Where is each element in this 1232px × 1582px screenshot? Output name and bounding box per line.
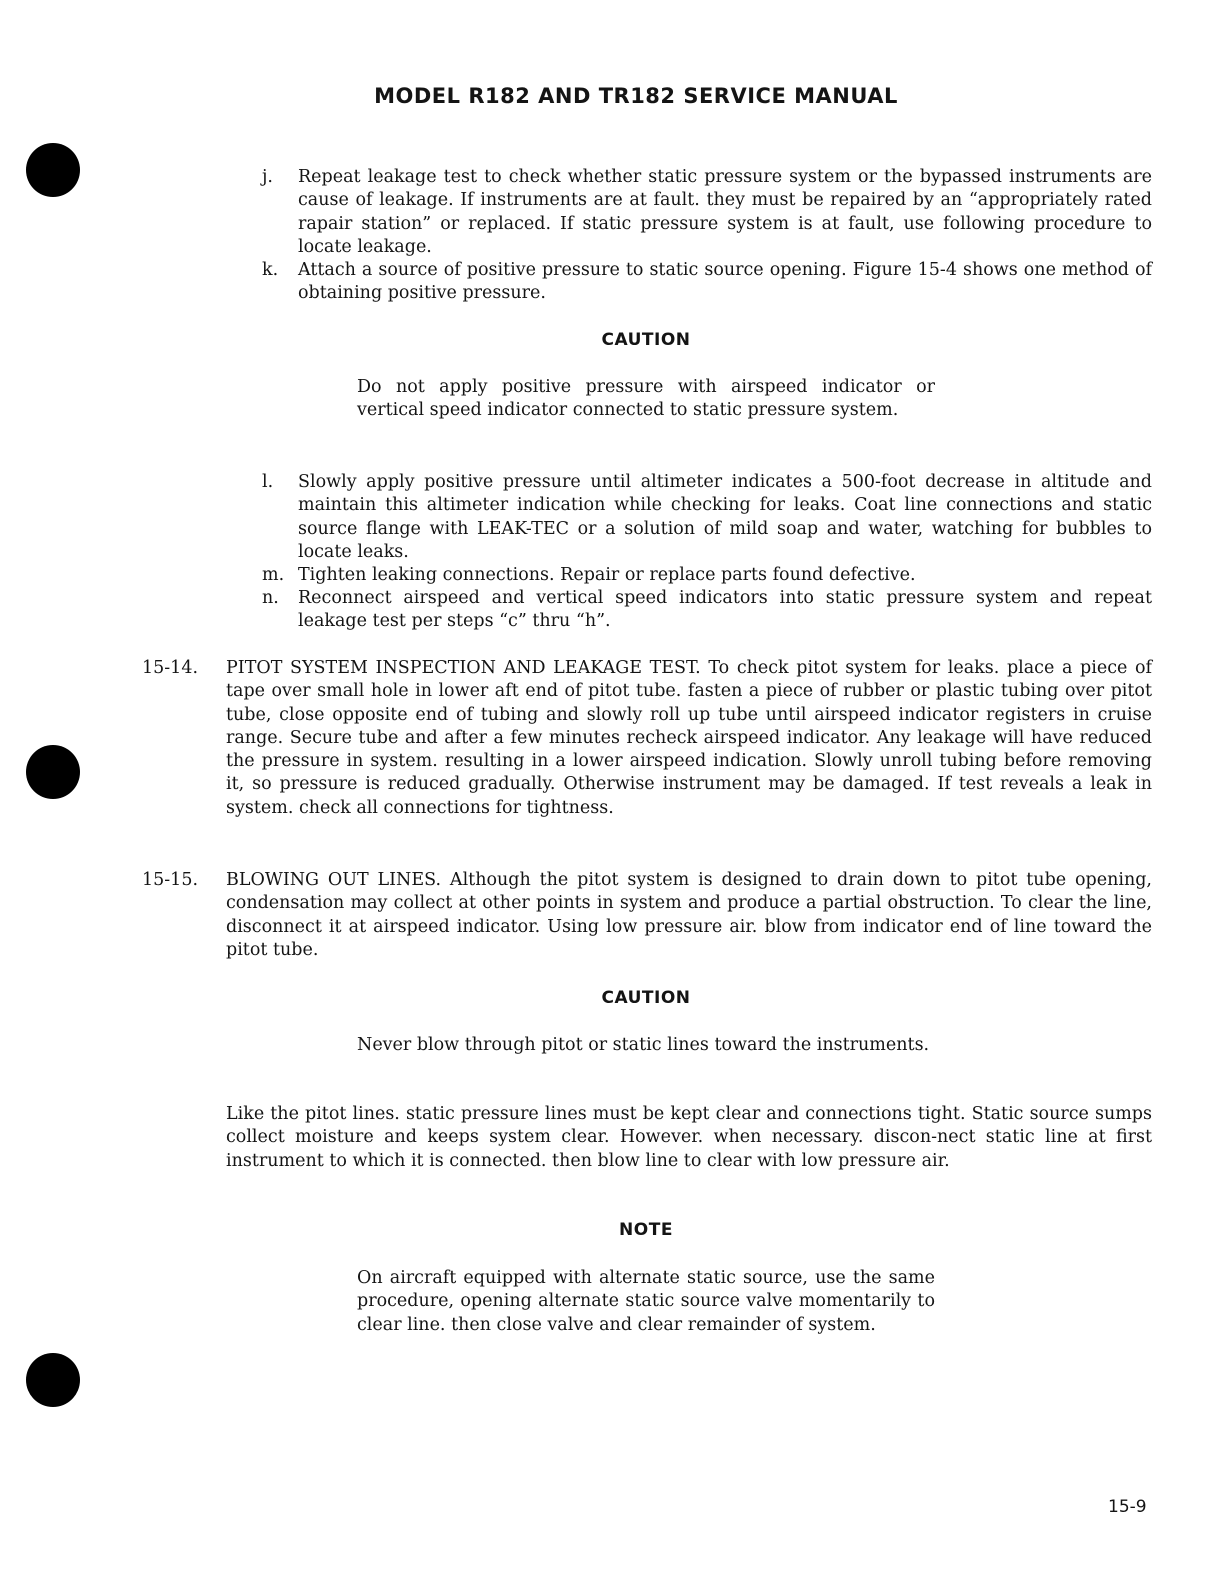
binder-hole-top bbox=[26, 143, 80, 197]
binder-hole-bottom bbox=[26, 1353, 80, 1407]
step-letter: m. bbox=[262, 565, 285, 585]
section-text: PITOT SYSTEM INSPECTION AND LEAKAGE TEST. To check pitot system for leaks. place a piece of tape over small hole in lower aft end of pitot tube. fasten a piece of rubber or plastic tubing over pitot tube, close opposite end of tubing and slowly roll up tube until airspeed indicator registers in cruise range. Secure tube and after a few minutes recheck airspeed indicator. Any leakage will have reduced the pressure in system. resulting in a lower airspeed indication. Slowly unroll tubing before removing it, so pressure is reduced gradually. Otherwise instrument may be damaged. If test reveals a leak in system. check all connections for tightness. bbox=[226, 658, 1152, 818]
step-letter: n. bbox=[262, 588, 279, 608]
step-k bbox=[262, 259, 1152, 306]
step-letter: k. bbox=[262, 260, 279, 280]
page-header: MODEL R182 AND TR182 SERVICE MANUAL bbox=[374, 84, 898, 108]
page-number: 15-9 bbox=[1108, 1497, 1147, 1517]
caution-heading: CAUTION bbox=[601, 988, 691, 1008]
note-heading: NOTE bbox=[619, 1220, 673, 1240]
step-text: Tighten leaking connections. Repair or replace parts found defective. bbox=[298, 565, 916, 585]
section-15-15 bbox=[142, 869, 1152, 962]
static-lines-paragraph: Like the pitot lines. static pressure lines must be kept clear and connections tight. Static source sumps collect moisture and keeps system clear. However. when necessary. discon-nect static line at first instrument to which it is connected. then blow line to clear with low pressure air. bbox=[226, 1104, 1152, 1171]
section-15-14 bbox=[142, 657, 1152, 820]
section-number: 15-15. bbox=[142, 870, 199, 890]
caution-heading: CAUTION bbox=[601, 330, 691, 350]
step-m bbox=[262, 564, 1152, 587]
step-letter: j. bbox=[262, 167, 273, 187]
binder-hole-middle bbox=[26, 745, 80, 799]
step-text: Repeat leakage test to check whether static pressure system or the bypassed instruments are cause of leakage. If instruments are at fault. they must be repaired by an “appropriately rated rapair station” or replaced. If static pressure system is at fault, use following procedure to locate leakage. bbox=[298, 167, 1152, 257]
caution-text: Do not apply positive pressure with airspeed indicator or vertical speed indicator connected to static pressure system. bbox=[357, 377, 935, 421]
section-number: 15-14. bbox=[142, 658, 199, 678]
step-text: Slowly apply positive pressure until altimeter indicates a 500-foot decrease in altitude and maintain this altimeter indication while checking for leaks. Coat line connections and static source flange with LEAK-TEC or a solution of mild soap and water, watching for bubbles to locate leaks. bbox=[298, 472, 1152, 562]
step-j bbox=[262, 166, 1152, 259]
step-text: Reconnect airspeed and vertical speed indicators into static pressure system and repeat leakage test per steps “c” thru “h”. bbox=[298, 588, 1152, 632]
note-text: On aircraft equipped with alternate static source, use the same procedure, opening alternate static source valve momentarily to clear line. then close valve and clear remainder of system. bbox=[357, 1268, 935, 1335]
step-text: Attach a source of positive pressure to static source opening. Figure 15-4 shows one method of obtaining positive pressure. bbox=[298, 260, 1152, 304]
step-letter: l. bbox=[262, 472, 274, 492]
step-l bbox=[262, 471, 1152, 564]
step-n bbox=[262, 587, 1152, 634]
section-text: BLOWING OUT LINES. Although the pitot system is designed to drain down to pitot tube opening, condensation may collect at other points in system and produce a partial obstruction. To clear the line, disconnect it at airspeed indicator. Using low pressure air. blow from indicator end of line toward the pitot tube. bbox=[226, 870, 1152, 960]
caution-text: Never blow through pitot or static lines toward the instruments. bbox=[357, 1035, 930, 1055]
